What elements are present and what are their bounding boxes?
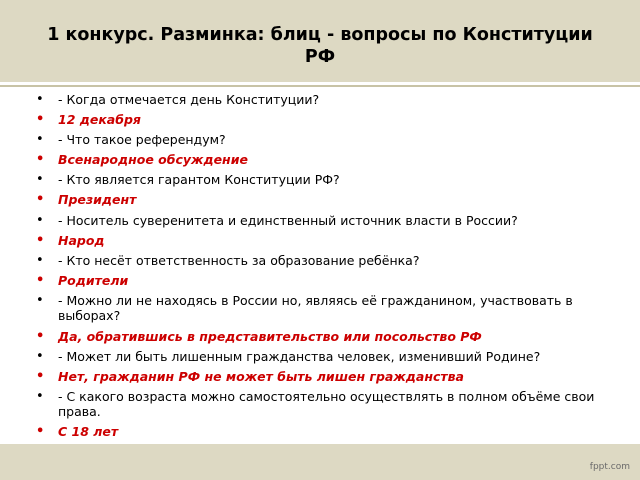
list-item [36, 273, 616, 289]
list-item [36, 192, 616, 208]
answer-text: Президент [58, 192, 137, 208]
list-item [36, 92, 616, 108]
fppt-logo: fppt.com [589, 462, 630, 472]
bullet-icon: • [36, 92, 44, 107]
bullet-icon: • [36, 252, 44, 268]
list-item [36, 132, 616, 148]
slide-footer [0, 441, 640, 480]
bullet-icon: • [36, 232, 45, 248]
bullet-icon: • [36, 272, 45, 288]
list-item [36, 112, 616, 128]
answer-text: 12 декабря [58, 112, 141, 128]
bullet-icon: • [36, 172, 44, 188]
bullet-icon: • [36, 192, 45, 208]
list-item [36, 389, 616, 420]
answer-text: Всенародное обсуждение [58, 152, 248, 168]
question-text: - Носитель суверенитета и единственный источник власти в России? [58, 212, 518, 228]
answer-text: С 18 лет [58, 424, 119, 440]
bullet-icon: • [36, 152, 45, 168]
question-text: - Что такое референдум? [58, 132, 226, 148]
list-item [36, 172, 616, 188]
bullet-icon: • [36, 424, 45, 440]
answer-text: Народ [58, 232, 105, 248]
question-text: - Кто является гарантом Конституции РФ? [58, 172, 340, 188]
list-item [36, 369, 616, 385]
list-item [36, 329, 616, 345]
list-item [36, 349, 616, 365]
bullet-icon: • [36, 368, 45, 384]
bullet-icon: • [36, 212, 44, 228]
bullet-icon: • [36, 348, 44, 364]
qa-list [36, 92, 616, 445]
list-item [36, 253, 616, 269]
list-item [36, 424, 616, 440]
bullet-icon: • [36, 328, 45, 344]
answer-text: Да, обратившись в представительство или посольство РФ [58, 328, 482, 344]
list-item [36, 233, 616, 249]
question-text: - Кто несёт ответственность за образование ребёнка? [58, 252, 420, 268]
question-text: - Можно ли не находясь в России но, являясь её гражданином, участвовать в выборах? [58, 292, 573, 324]
slide-header [0, 0, 640, 85]
bullet-icon: • [36, 132, 44, 148]
answer-text: Родители [58, 272, 129, 288]
bullet-icon: • [36, 292, 44, 308]
list-item [36, 293, 616, 324]
bullet-icon: • [36, 388, 44, 404]
slide-title: 1 конкурс. Разминка: блиц - вопросы по Конституции РФ [47, 25, 593, 67]
list-item [36, 213, 616, 229]
question-text: - Может ли быть лишенным гражданства человек, изменивший Родине? [58, 348, 541, 364]
question-text: - Когда отмечается день Конституции? [58, 92, 320, 107]
bullet-icon: • [36, 112, 45, 128]
question-text: - С какого возраста можно самостоятельно осуществлять в полном объёме свои права. [58, 388, 595, 420]
answer-text: Нет, гражданин РФ не может быть лишен гражданства [58, 368, 464, 384]
list-item [36, 152, 616, 168]
